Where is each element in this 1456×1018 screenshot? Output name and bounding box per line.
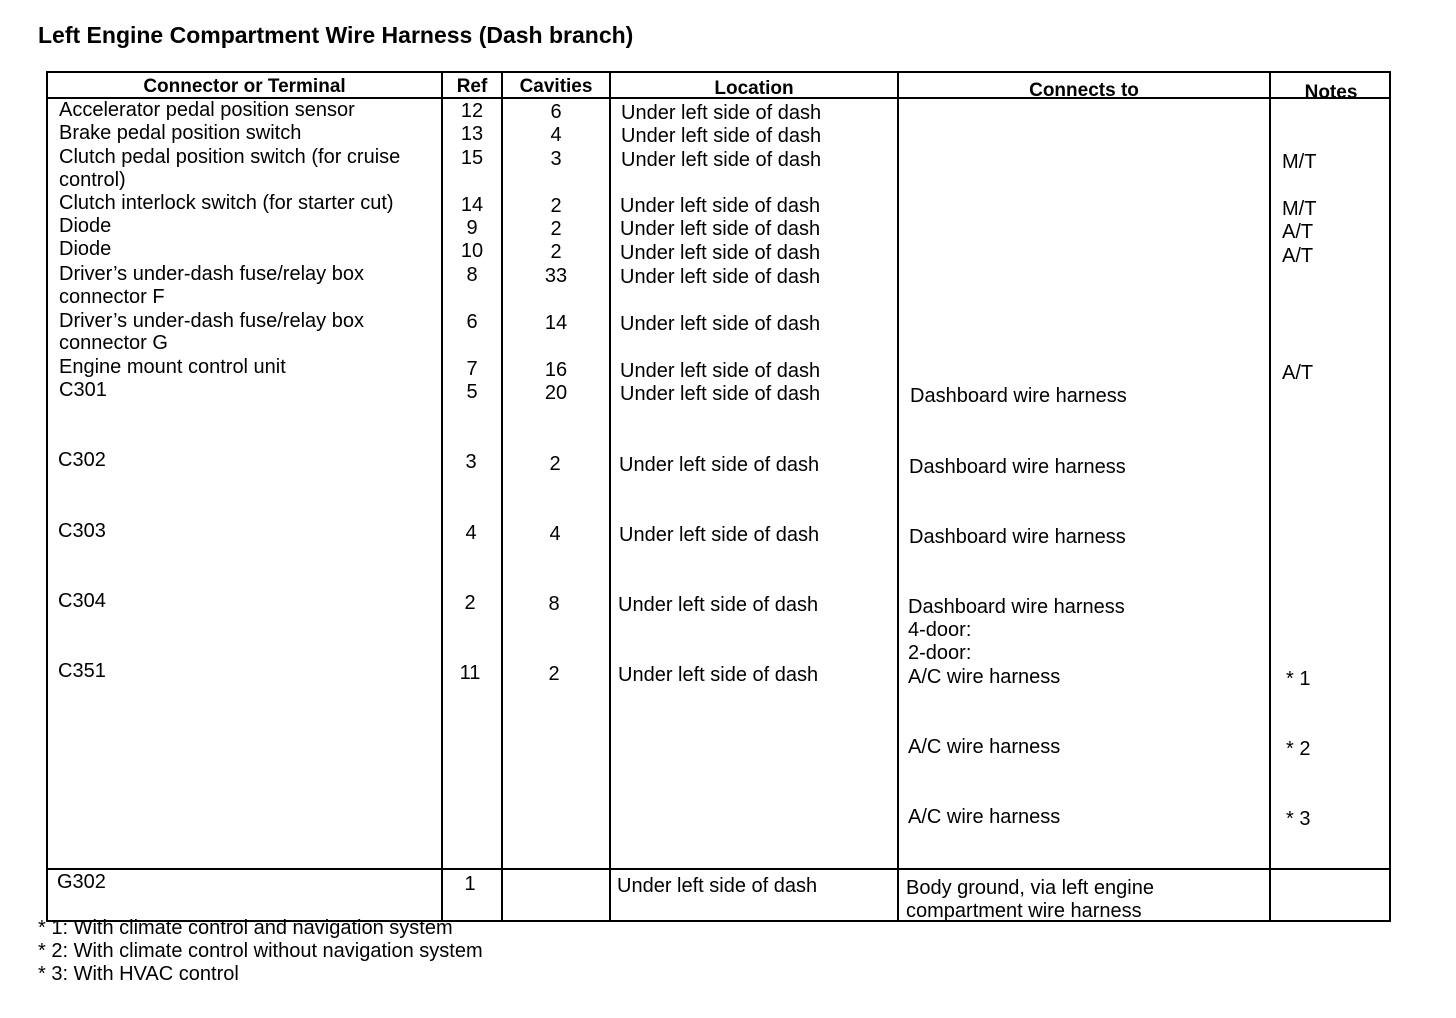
table-cell-ref: 8 xyxy=(466,264,478,286)
table-cell-connects-to: 2-door: xyxy=(908,642,972,664)
page-title: Left Engine Compartment Wire Harness (Dash branch) xyxy=(38,22,634,48)
table-cell-connects-to: A/C wire harness xyxy=(908,736,1061,758)
footnote: * 3: With HVAC control xyxy=(38,963,239,985)
header-connects-to: Connects to xyxy=(1029,80,1139,101)
table-cell-notes: * 2 xyxy=(1286,738,1311,760)
table-cell-ref: 14 xyxy=(460,194,484,216)
table-cell-cavities: 6 xyxy=(550,101,562,123)
table-cell-connector: Diode xyxy=(59,215,112,237)
table-cell-notes: A/T xyxy=(1282,245,1314,267)
table-cell-ref: 7 xyxy=(466,358,478,380)
table-cell-connects-to: Body ground, via left engine xyxy=(906,877,1154,899)
table-cell-connects-to: A/C wire harness xyxy=(908,806,1061,828)
table-cell-ref: 12 xyxy=(460,100,484,122)
table-cell-cavities: 3 xyxy=(550,148,562,170)
header-ref: Ref xyxy=(456,76,488,97)
table-cell-location: Under left side of dash xyxy=(618,664,819,686)
table-cell-location: Under left side of dash xyxy=(620,218,821,240)
table-cell-connector: C304 xyxy=(58,590,106,612)
table-cell-cavities: 4 xyxy=(550,124,562,146)
table-cell-notes: A/T xyxy=(1282,221,1314,243)
table-cell-ref: 13 xyxy=(460,123,484,145)
table-cell-connector: C301 xyxy=(59,379,107,401)
footnotes xyxy=(38,917,483,986)
header-connector: Connector or Terminal xyxy=(143,76,346,97)
table-cell-location: Under left side of dash xyxy=(621,125,822,147)
table-cell-cavities: 2 xyxy=(549,453,561,475)
table-cell-connects-to: 4-door: xyxy=(908,619,972,641)
table-cell-connector: C302 xyxy=(58,449,106,471)
table-cell-cavities: 4 xyxy=(549,523,561,545)
table-cell-connects-to: A/C wire harness xyxy=(908,666,1061,688)
header-cavities: Cavities xyxy=(519,76,593,97)
table-cell-ref: 9 xyxy=(466,217,478,239)
row-divider xyxy=(48,868,1389,870)
table-cell-ref: 10 xyxy=(460,240,484,262)
column-divider xyxy=(897,73,899,920)
table-cell-connects-to: compartment wire harness xyxy=(906,900,1142,922)
table-cell-location: Under left side of dash xyxy=(620,242,821,264)
table-cell-ref: 1 xyxy=(464,873,476,895)
table-cell-cavities: 33 xyxy=(544,265,568,287)
header-location: Location xyxy=(714,78,794,99)
table-cell-location: Under left side of dash xyxy=(620,266,821,288)
table-cell-cavities: 2 xyxy=(548,663,560,685)
table-cell-ref: 2 xyxy=(464,592,476,614)
table-cell-connects-to: Dashboard wire harness xyxy=(909,456,1126,478)
column-divider xyxy=(609,73,611,920)
table-cell-connector: G302 xyxy=(57,871,106,893)
table-cell-notes: * 1 xyxy=(1286,668,1311,690)
table-cell-cavities: 2 xyxy=(550,195,562,217)
table-cell-cavities: 2 xyxy=(550,241,562,263)
table-cell-ref: 11 xyxy=(459,662,481,684)
header-notes: Notes xyxy=(1304,82,1358,103)
table-cell-ref: 15 xyxy=(460,147,484,169)
table-cell-cavities: 2 xyxy=(550,218,562,240)
table-cell-connector: C303 xyxy=(58,520,106,542)
table-cell-connector: connector G xyxy=(59,332,168,354)
table-cell-location: Under left side of dash xyxy=(621,102,822,124)
table-cell-ref: 3 xyxy=(465,451,477,473)
table-cell-location: Under left side of dash xyxy=(619,524,820,546)
table-cell-location: Under left side of dash xyxy=(620,383,821,405)
table-cell-connector: Driver’s under-dash fuse/relay box xyxy=(59,310,364,332)
table-cell-location: Under left side of dash xyxy=(620,360,821,382)
table-cell-location: Under left side of dash xyxy=(618,594,819,616)
table-cell-notes: A/T xyxy=(1282,362,1314,384)
table-cell-connector: C351 xyxy=(58,660,106,682)
table-cell-connector: Engine mount control unit xyxy=(59,356,286,378)
table-cell-connector: Accelerator pedal position sensor xyxy=(59,99,355,121)
table-cell-ref: 6 xyxy=(466,311,478,333)
table-cell-connector: control) xyxy=(59,169,126,191)
table-cell-connects-to: Dashboard wire harness xyxy=(908,596,1125,618)
table-cell-location: Under left side of dash xyxy=(617,875,818,897)
footnote: * 1: With climate control and navigation system xyxy=(38,917,453,939)
table-cell-connector: Diode xyxy=(59,238,112,260)
footnote: * 2: With climate control without navigation system xyxy=(38,940,483,962)
table-cell-notes: M/T xyxy=(1282,151,1317,173)
table-cell-location: Under left side of dash xyxy=(620,195,821,217)
table-cell-connects-to: Dashboard wire harness xyxy=(909,526,1126,548)
table-cell-connector: Driver’s under-dash fuse/relay box xyxy=(59,263,364,285)
table-cell-notes: M/T xyxy=(1282,198,1317,220)
table-cell-ref: 5 xyxy=(466,381,478,403)
table-cell-cavities: 16 xyxy=(544,359,568,381)
column-divider xyxy=(1269,73,1271,920)
table-cell-connector: connector F xyxy=(59,286,165,308)
table-cell-connector: Clutch interlock switch (for starter cut) xyxy=(59,192,394,214)
table-cell-cavities: 14 xyxy=(544,312,568,334)
table-cell-cavities: 8 xyxy=(548,593,560,615)
table-cell-connector: Clutch pedal position switch (for cruise xyxy=(59,146,401,168)
table-cell-location: Under left side of dash xyxy=(619,454,820,476)
table-cell-notes: * 3 xyxy=(1286,808,1311,830)
table-cell-location: Under left side of dash xyxy=(620,313,821,335)
table-cell-location: Under left side of dash xyxy=(621,149,822,171)
wire-harness-table xyxy=(46,71,1391,922)
table-cell-connector: Brake pedal position switch xyxy=(59,122,302,144)
table-cell-cavities: 20 xyxy=(544,382,568,404)
table-cell-ref: 4 xyxy=(465,522,477,544)
table-cell-connects-to: Dashboard wire harness xyxy=(910,385,1127,407)
